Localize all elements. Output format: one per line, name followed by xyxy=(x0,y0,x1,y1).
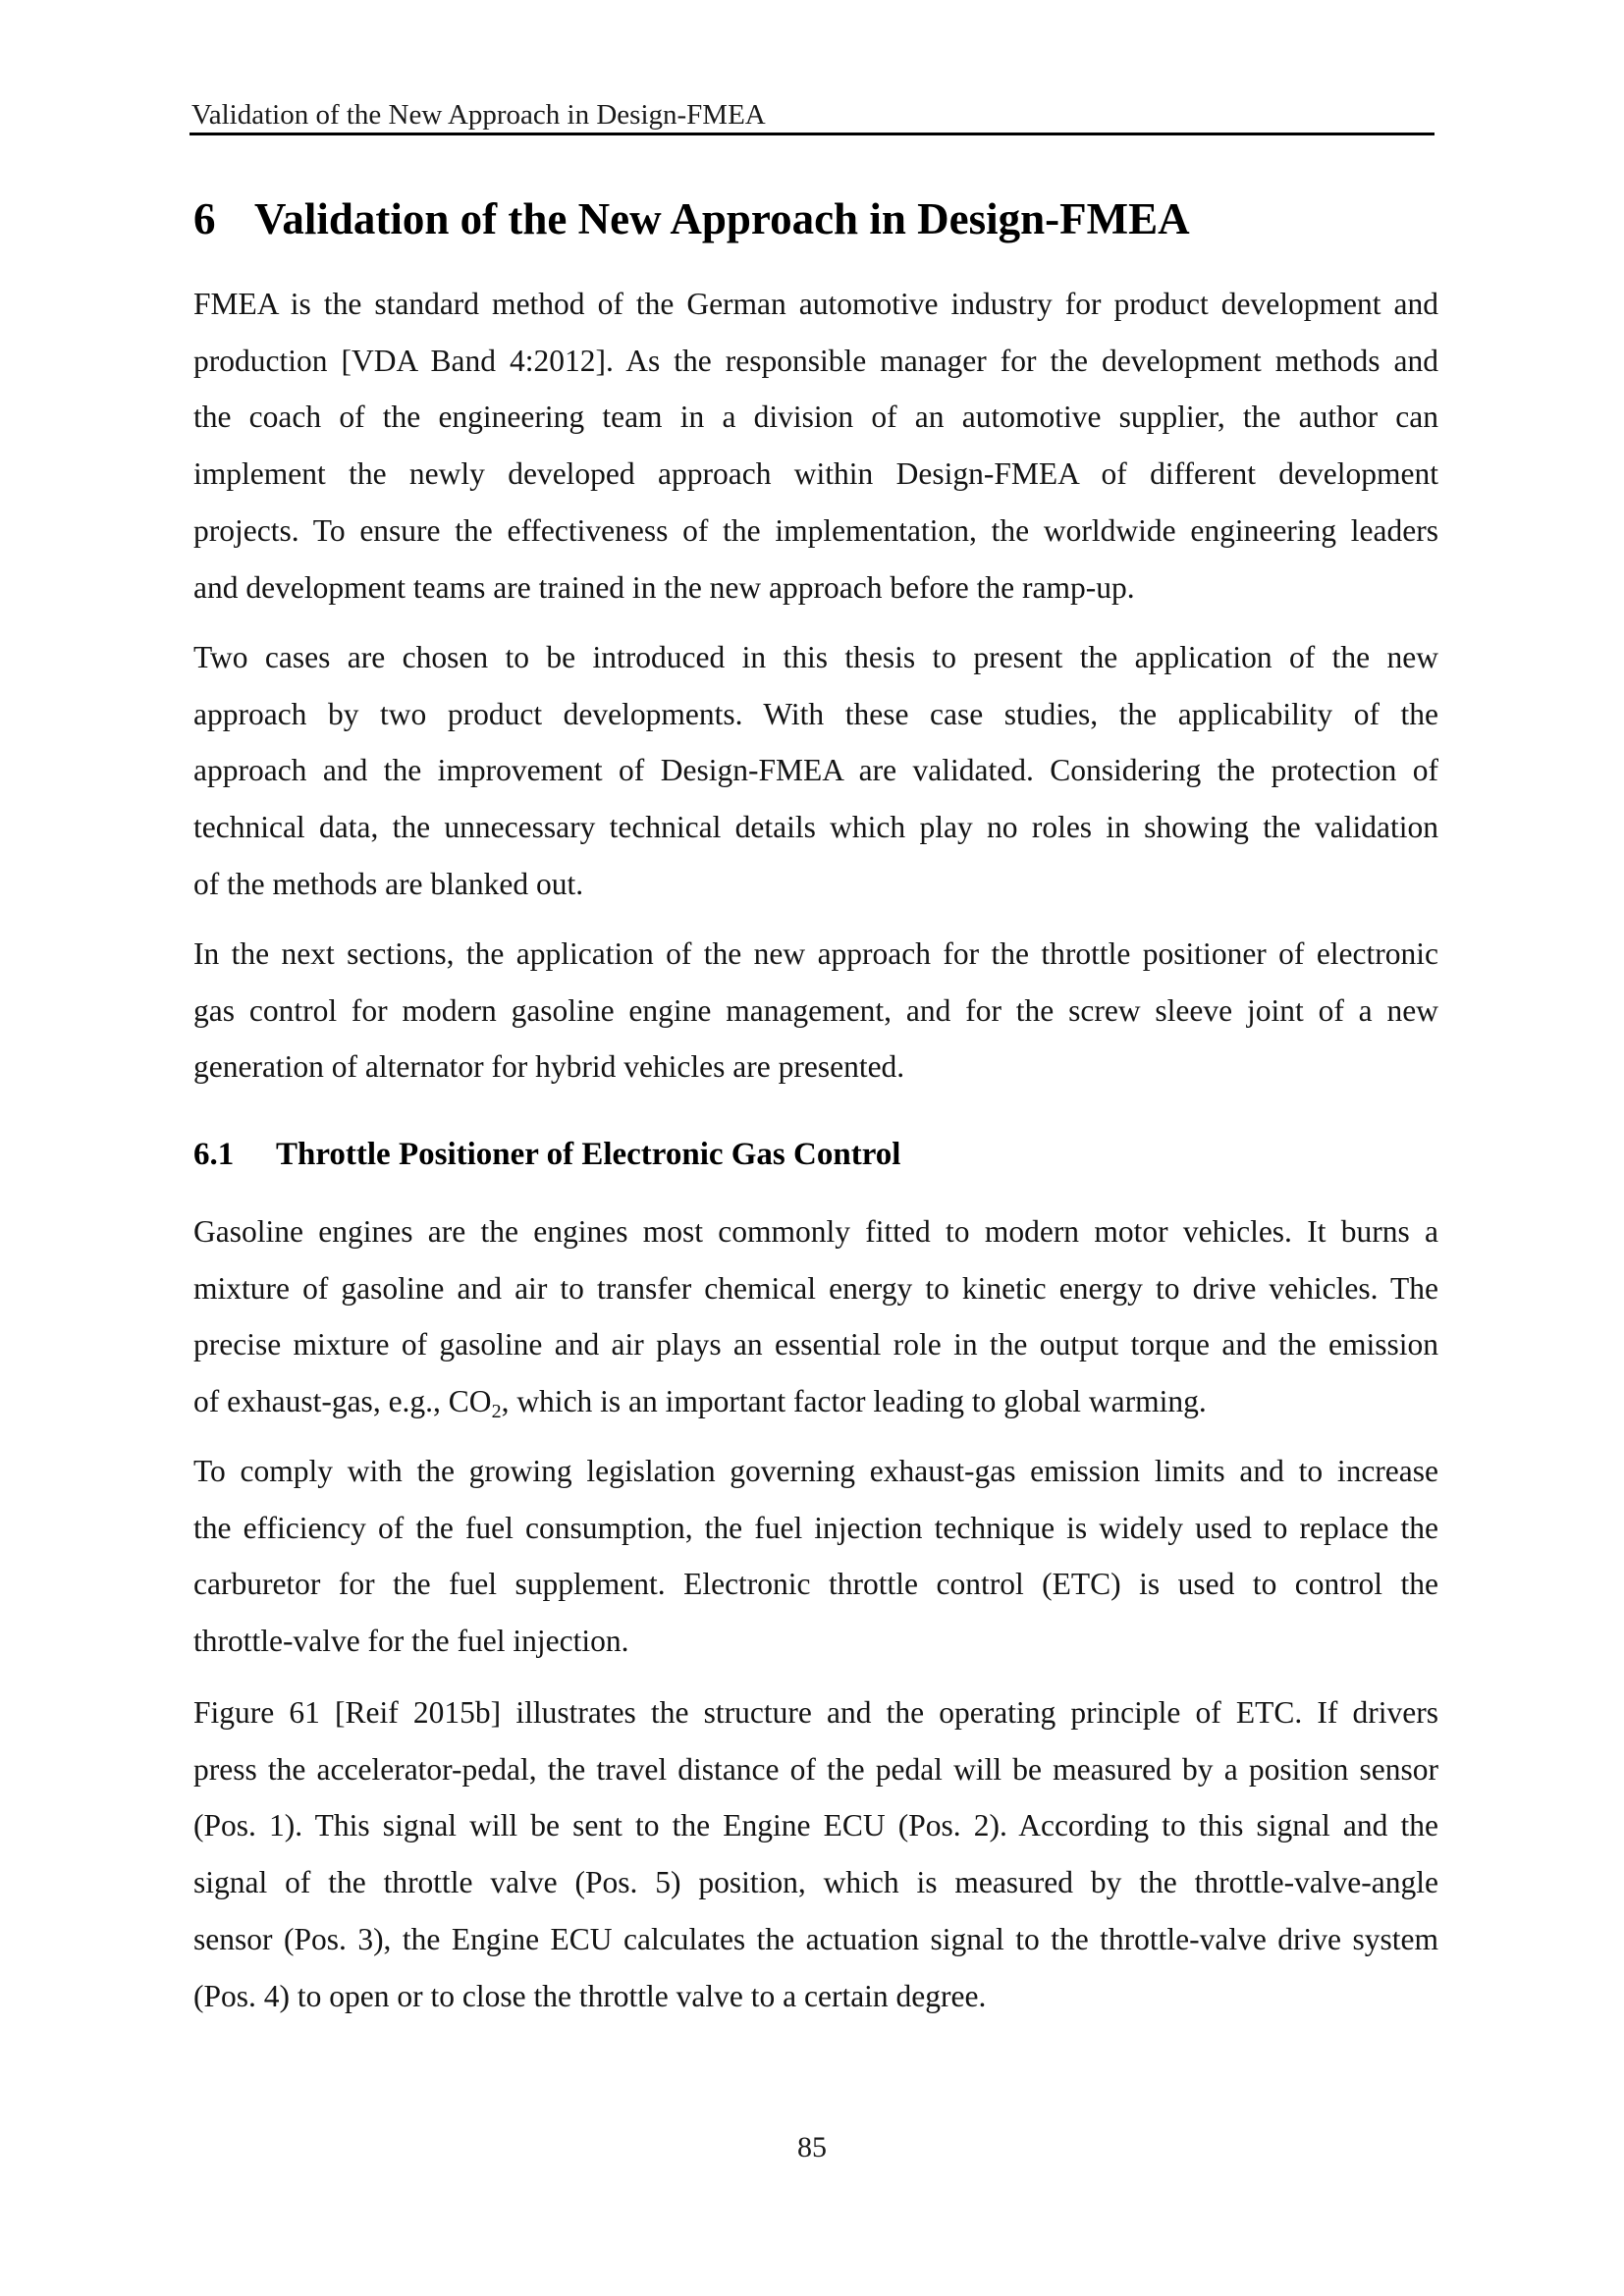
text-line: gas control for modern gasoline engine management, and for the screw sleeve joint of a new xyxy=(193,992,1438,1028)
text-line: of the methods are blanked out. xyxy=(193,866,584,901)
chapter-number: 6 xyxy=(193,194,216,243)
chapter-title-text: Validation of the New Approach in Design-FMEA xyxy=(254,194,1190,243)
text-line: projects. To ensure the effectiveness of the implementation, the worldwide engineering leaders xyxy=(193,512,1438,548)
text-line: and development teams are trained in the new approach before the ramp-up. xyxy=(193,569,1135,605)
text-fragment: of exhaust-gas, e.g., CO xyxy=(193,1384,492,1419)
text-line: (Pos. 1). This signal will be sent to the Engine ECU (Pos. 2). According to this signal and the xyxy=(193,1808,1438,1843)
text-line: Two cases are chosen to be introduced in this thesis to present the application of the new xyxy=(193,640,1438,674)
text-line: the efficiency of the fuel consumption, the fuel injection technique is widely used to replace the xyxy=(193,1510,1438,1545)
header-rule xyxy=(189,133,1435,135)
text-line: technical data, the unnecessary technical details which play no roles in showing the validation xyxy=(193,810,1438,845)
text-line: To comply with the growing legislation governing exhaust-gas emission limits and to increase xyxy=(193,1454,1438,1488)
text-line: throttle-valve for the fuel injection. xyxy=(193,1624,629,1659)
text-line: Figure 61 [Reif 2015b] illustrates the structure and the operating principle of ETC. If drivers xyxy=(193,1695,1438,1730)
paragraph-gasoline-engines xyxy=(193,1203,1438,1430)
text-line: sensor (Pos. 3), the Engine ECU calculates the actuation signal to the throttle-valve drive system xyxy=(193,1921,1438,1956)
page-number: 85 xyxy=(797,2131,827,2163)
text-line: the coach of the engineering team in a division of an automotive supplier, the author can xyxy=(193,400,1438,435)
subscript: 2 xyxy=(491,1401,502,1423)
text-line: Gasoline engines are the engines most commonly fitted to modern motor vehicles. It burns a xyxy=(193,1214,1438,1249)
section-title-text: Throttle Positioner of Electronic Gas Control xyxy=(276,1137,901,1172)
text-line: precise mixture of gasoline and air plays an essential role in the output torque and the emission xyxy=(193,1327,1438,1362)
running-header: Validation of the New Approach in Design-FMEA xyxy=(191,99,766,131)
paragraph-next-sections xyxy=(193,926,1438,1095)
text-line: mixture of gasoline and air to transfer chemical energy to kinetic energy to drive vehicles. The xyxy=(193,1270,1438,1306)
text-line: approach and the improvement of Design-FMEA are validated. Considering the protection of xyxy=(193,753,1438,788)
text-line: In the next sections, the application of the new approach for the throttle positioner of electronic xyxy=(193,936,1438,971)
section-number: 6.1 xyxy=(193,1137,235,1172)
section-heading xyxy=(193,1135,900,1174)
paragraph-intro xyxy=(193,276,1438,615)
text-fragment: , which is an important factor leading to global warming. xyxy=(501,1384,1207,1419)
text-line: generation of alternator for hybrid vehicles are presented. xyxy=(193,1049,905,1085)
paragraph-legislation xyxy=(193,1443,1438,1670)
text-line: implement the newly developed approach within Design-FMEA of different development xyxy=(193,456,1438,492)
text-line: production [VDA Band 4:2012]. As the responsible manager for the development methods and xyxy=(193,343,1438,378)
text-line: press the accelerator-pedal, the travel distance of the pedal will be measured by a position sensor xyxy=(193,1751,1438,1787)
text-line: (Pos. 4) to open or to close the throttle valve to a certain degree. xyxy=(193,1978,987,2013)
text-line xyxy=(193,1373,1438,1430)
paragraph-case-studies xyxy=(193,629,1438,913)
text-line: approach by two product developments. With these case studies, the applicability of the xyxy=(193,696,1438,731)
text-line: signal of the throttle valve (Pos. 5) position, which is measured by the throttle-valve-angle xyxy=(193,1865,1438,1900)
text-line: carburetor for the fuel supplement. Electronic throttle control (ETC) is used to control the xyxy=(193,1567,1438,1602)
text-line: FMEA is the standard method of the German automotive industry for product development and xyxy=(193,287,1438,321)
paragraph-etc-principle xyxy=(193,1684,1438,2024)
chapter-title xyxy=(193,192,1190,245)
